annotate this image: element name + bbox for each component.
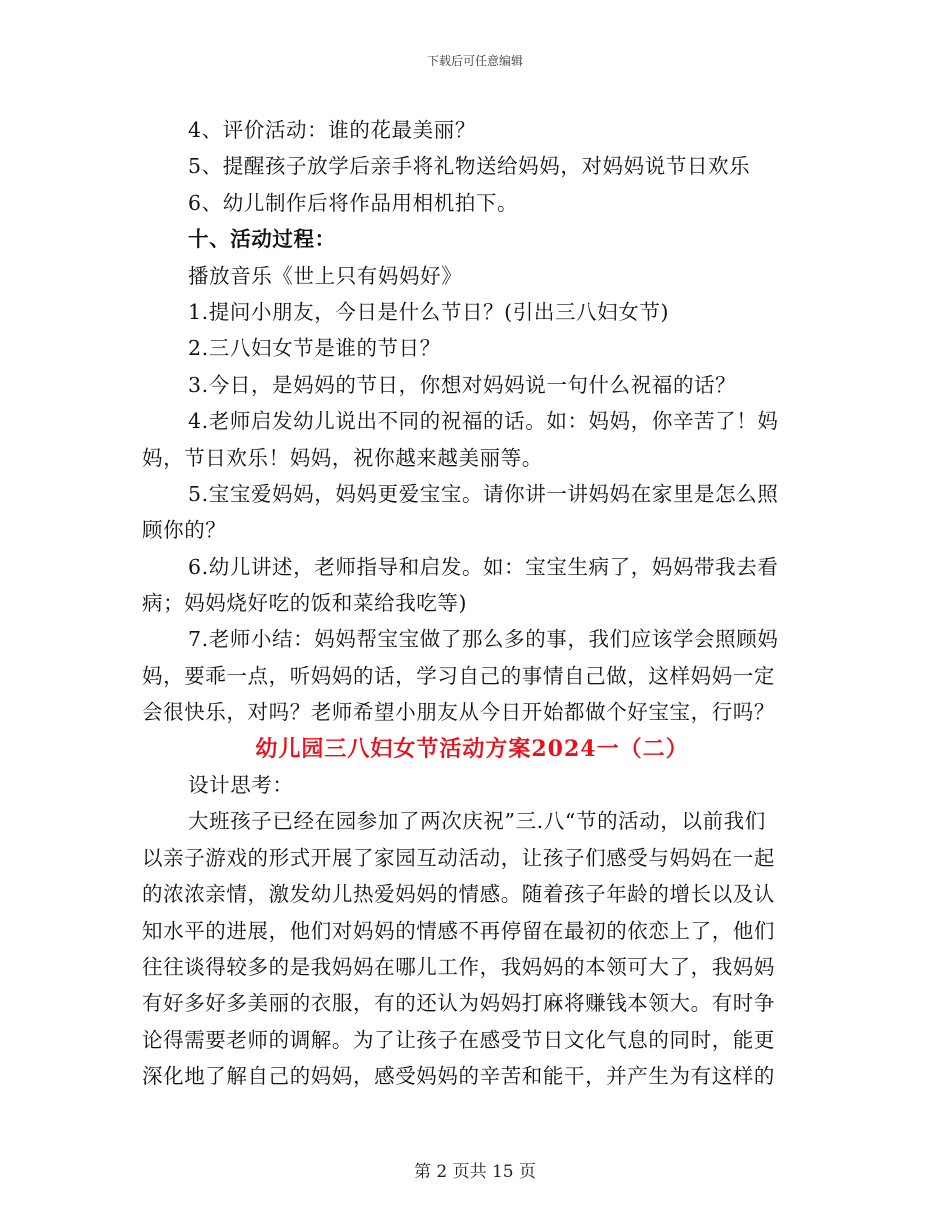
list-item: 6.幼儿讲述，老师指导和启发。如：宝宝生病了，妈妈带我去看 <box>188 554 779 579</box>
paragraph-line: 播放音乐《世上只有妈妈好》 <box>188 263 463 288</box>
paragraph-line: 以亲子游戏的形式开展了家园互动活动，让孩子们感受与妈妈在一起 <box>142 845 775 870</box>
page-footer: 第 2 页共 15 页 <box>413 1162 537 1182</box>
paragraph-line: 深化地了解自己的妈妈，感受妈妈的辛苦和能干，并产生为有这样的 <box>142 1064 775 1089</box>
list-item: 7.老师小结：妈妈帮宝宝做了那么多的事，我们应该学会照顾妈 <box>188 627 779 652</box>
page-header: 下载后可任意编辑 <box>426 54 523 68</box>
list-item: 1.提问小朋友，今日是什么节日？(引出三八妇女节) <box>188 299 670 324</box>
paragraph-line: 病；妈妈烧好吃的饭和菜给我吃等) <box>142 591 468 616</box>
list-item: 6、幼儿制作后将作品用相机拍下。 <box>188 190 519 215</box>
paragraph-line: 大班孩子已经在园参加了两次庆祝”三.八“节的活动，以前我们 <box>188 809 766 834</box>
paragraph-line: 有好多好多美丽的衣服，有的还认为妈妈打麻将赚钱本领大。有时争 <box>142 991 775 1016</box>
paragraph-line: 妈，要乖一点，听妈妈的话，学习自己的事情自己做，这样妈妈一定 <box>142 663 775 688</box>
list-item: 3.今日，是妈妈的节日，你想对妈妈说一句什么祝福的话？ <box>188 372 737 397</box>
list-item: 2.三八妇女节是谁的节日？ <box>188 336 441 361</box>
document-body <box>142 112 802 1095</box>
paragraph-line: 设计思考： <box>188 773 294 798</box>
list-item: 5、提醒孩子放学后亲手将礼物送给妈妈，对妈妈说节日欢乐 <box>188 154 751 179</box>
paragraph-line: 知水平的进展，他们对妈妈的情感不再停留在最初的依恋上了，他们 <box>142 918 775 943</box>
section-title: 幼儿园三八妇女节活动方案2024一（二） <box>255 735 689 762</box>
section-heading: 十、活动过程： <box>188 227 336 252</box>
list-item: 5.宝宝爱妈妈，妈妈更爱宝宝。请你讲一讲妈妈在家里是怎么照 <box>188 481 779 506</box>
paragraph-line: 论得需要老师的调解。为了让孩子在感受节日文化气息的同时，能更 <box>142 1027 775 1052</box>
paragraph-line: 的浓浓亲情，激发幼儿热爱妈妈的情感。随着孩子年龄的增长以及认 <box>142 882 775 907</box>
paragraph-line: 顾你的？ <box>142 518 227 543</box>
list-item: 4、评价活动：谁的花最美丽？ <box>188 118 476 142</box>
paragraph-line: 妈，节日欢乐！妈妈，祝你越来越美丽等。 <box>142 445 543 470</box>
paragraph-line: 往往谈得较多的是我妈妈在哪儿工作，我妈妈的本领可大了，我妈妈 <box>142 954 775 979</box>
list-item: 4.老师启发幼儿说出不同的祝福的话。如：妈妈，你辛苦了！妈 <box>188 409 779 434</box>
paragraph-line: 会很快乐，对吗？老师希望小朋友从今日开始都做个好宝宝，行吗？ <box>142 700 775 725</box>
